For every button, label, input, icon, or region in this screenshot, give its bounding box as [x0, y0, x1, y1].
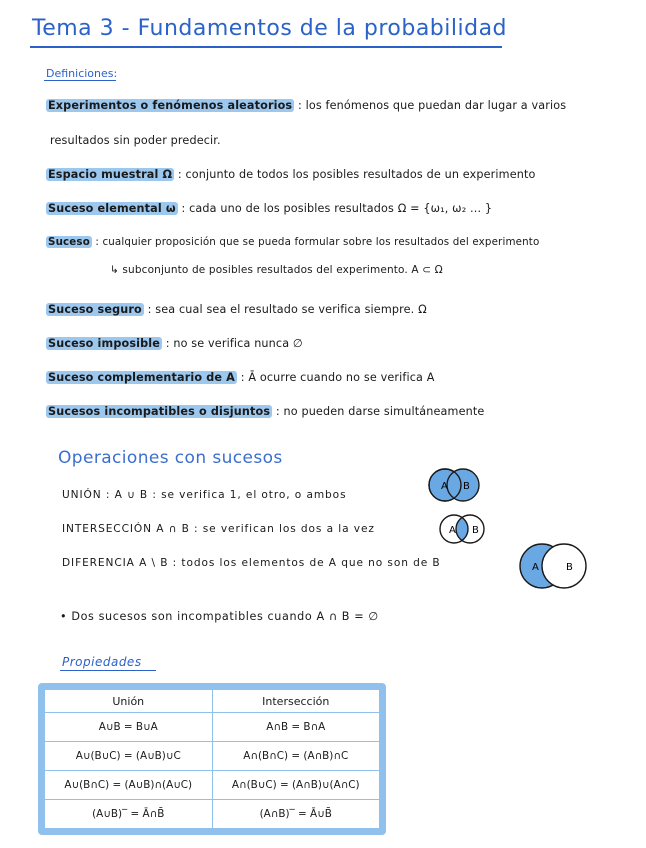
properties-table — [38, 683, 386, 835]
table-row — [45, 771, 380, 800]
venn-label-b: B — [472, 525, 479, 536]
venn-intersection-diagram — [434, 511, 492, 547]
incompatible-note: • Dos sucesos son incompatibles cuando A ∩ B = ∅ — [60, 610, 379, 623]
definition-line: Suceso complementario de A : Ā ocurre cuando no se verifica A — [48, 371, 435, 384]
table-cell: A∪(B∪C) = (A∪B)∪C — [45, 742, 213, 771]
definition-term: Espacio muestral Ω — [48, 168, 173, 181]
venn-label-b: B — [566, 562, 573, 573]
definition-term: Suceso elemental ω — [48, 202, 176, 215]
venn-circle-b — [542, 544, 586, 588]
operations-heading: Operaciones con sucesos — [58, 448, 283, 468]
venn-union-diagram — [426, 465, 484, 505]
definition-term: Suceso — [48, 236, 90, 248]
definition-line: Espacio muestral Ω : conjunto de todos los posibles resultados de un experimento — [48, 168, 536, 181]
definition-text: no se verifica nunca ∅ — [173, 337, 303, 350]
venn-label-a: A — [532, 562, 539, 573]
table-row — [45, 713, 380, 742]
title-underline — [30, 46, 502, 48]
definition-line: Sucesos incompatibles o disjuntos : no pueden darse simultáneamente — [48, 405, 485, 418]
definition-line: Experimentos o fenómenos aleatorios : los fenómenos que puedan dar lugar a varios — [48, 99, 567, 112]
operation-difference: DIFERENCIA A \ B : todos los elementos de A que no son de B — [62, 557, 441, 569]
definition-text: conjunto de todos los posibles resultados de un experimento — [185, 168, 536, 181]
table-cell: A∩(B∪C) = (A∩B)∪(A∩C) — [212, 771, 380, 800]
definition-text: Ā ocurre cuando no se verifica A — [248, 371, 435, 384]
definition-text: cada uno de los posibles resultados Ω = {ω₁, ω₂ ... } — [189, 202, 493, 215]
venn-difference-diagram — [516, 540, 592, 592]
definition-term: Sucesos incompatibles o disjuntos — [48, 405, 271, 418]
table-header-row — [45, 690, 380, 713]
definition-line — [50, 134, 221, 147]
venn-label-b: B — [463, 481, 470, 492]
definition-text: cualquier proposición que se pueda formular sobre los resultados del experimento — [102, 236, 540, 248]
venn-label-a: A — [441, 481, 448, 492]
operation-union: UNIÓN : A ∪ B : se verifica 1, el otro, o ambos — [62, 489, 347, 501]
definition-text: los fenómenos que puedan dar lugar a varios — [305, 99, 567, 112]
definition-term: Experimentos o fenómenos aleatorios — [48, 99, 293, 112]
table-cell: A∪(B∩C) = (A∪B)∩(A∪C) — [45, 771, 213, 800]
table-cell: A∪B = B∪A — [45, 713, 213, 742]
definition-text: sea cual sea el resultado se verifica siempre. Ω — [155, 303, 427, 316]
definition-term: Suceso imposible — [48, 337, 160, 350]
definition-line: Suceso elemental ω : cada uno de los posibles resultados Ω = {ω₁, ω₂ ... } — [48, 202, 493, 215]
definition-line: Suceso seguro : sea cual sea el resultado se verifica siempre. Ω — [48, 303, 427, 316]
table-header-intersection: Intersección — [212, 690, 380, 713]
table-row — [45, 800, 380, 829]
definition-line: Suceso imposible : no se verifica nunca ∅ — [48, 337, 303, 350]
definition-text: no pueden darse simultáneamente — [283, 405, 485, 418]
definition-text: ↳ subconjunto de posibles resultados del experimento. A ⊂ Ω — [110, 264, 443, 276]
table-header-union: Unión — [45, 690, 213, 713]
definition-term: Suceso complementario de A — [48, 371, 235, 384]
properties-underline — [60, 670, 156, 671]
venn-label-a: A — [449, 525, 456, 536]
page-title: Tema 3 - Fundamentos de la probabilidad — [32, 16, 508, 41]
definition-line: Suceso : cualquier proposición que se pueda formular sobre los resultados del experimento — [48, 236, 540, 248]
table-cell: A∩B = B∩A — [212, 713, 380, 742]
table-cell: (A∩B)‾ = Ā∪B̄ — [212, 800, 380, 829]
definition-term: Suceso seguro — [48, 303, 142, 316]
definitions-underline — [44, 80, 116, 81]
table-cell: (A∪B)‾ = Ā∩B̄ — [45, 800, 213, 829]
operation-intersection: INTERSECCIÓN A ∩ B : se verifican los dos a la vez — [62, 523, 375, 535]
properties-heading: Propiedades — [62, 655, 142, 669]
table-cell: A∩(B∩C) = (A∩B)∩C — [212, 742, 380, 771]
definitions-heading: Definiciones: — [46, 67, 118, 80]
definition-text: resultados sin poder predecir. — [50, 134, 221, 147]
definition-line — [110, 264, 443, 276]
table-row — [45, 742, 380, 771]
